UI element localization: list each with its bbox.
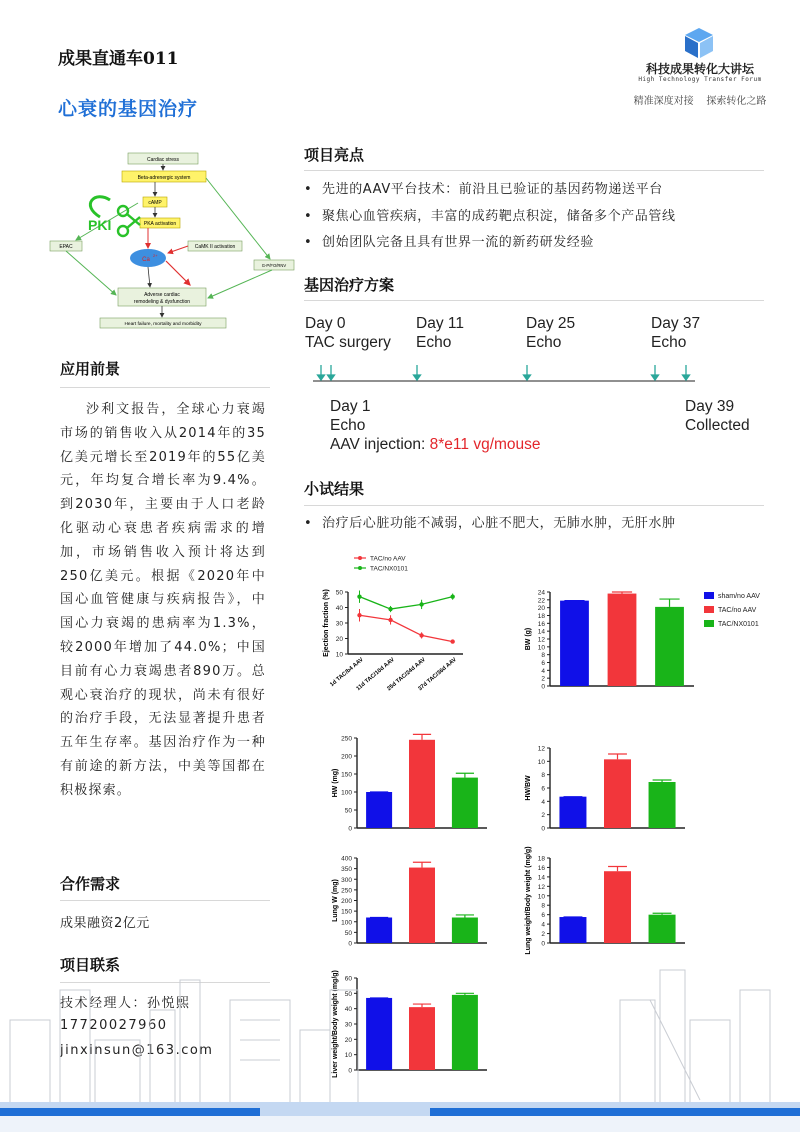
svg-text:Ca: Ca bbox=[142, 257, 150, 263]
section-title-application: 应用前景 bbox=[60, 360, 121, 378]
bar bbox=[452, 918, 478, 944]
bar bbox=[409, 868, 435, 943]
bar-chart bbox=[525, 846, 685, 954]
y-axis-label: Ejection fraction (%) bbox=[323, 589, 330, 657]
timeline-day0: Day 0 TAC surgery bbox=[305, 315, 391, 351]
y-tick-label: 0 bbox=[541, 683, 545, 691]
contact-phone: 17720027960 bbox=[60, 1018, 168, 1033]
highlights-list bbox=[302, 177, 676, 257]
bar bbox=[604, 871, 631, 943]
y-tick-label: 200 bbox=[341, 898, 352, 905]
y-tick-label: 16 bbox=[537, 620, 545, 628]
series-line bbox=[360, 615, 453, 641]
divider bbox=[60, 387, 270, 388]
data-point bbox=[357, 594, 361, 598]
y-tick-label: 2 bbox=[541, 931, 545, 939]
x-tick-label: 11d TAC/10d AAV bbox=[355, 656, 396, 693]
y-tick-label: 30 bbox=[335, 620, 343, 628]
y-tick-label: 50 bbox=[344, 990, 352, 998]
bar bbox=[559, 797, 586, 828]
divider bbox=[304, 170, 764, 171]
legend-swatch bbox=[704, 620, 714, 627]
page-title: 心衰的基因治疗 bbox=[58, 98, 199, 120]
y-tick-label: 250 bbox=[341, 887, 352, 895]
logo-name: 科技成果转化大讲坛 bbox=[645, 62, 754, 76]
y-tick-label: 150 bbox=[341, 771, 352, 779]
cooperation-text: 成果融资2亿元 bbox=[60, 916, 150, 931]
y-tick-label: 6 bbox=[541, 912, 545, 920]
y-axis-label: HW (mg) bbox=[332, 768, 339, 798]
section-title-cooperation: 合作需求 bbox=[60, 875, 121, 893]
y-tick-label: 350 bbox=[341, 866, 352, 874]
y-tick-label: 6 bbox=[541, 660, 545, 667]
svg-text:EPAC: EPAC bbox=[59, 244, 73, 250]
y-tick-label: 4 bbox=[541, 921, 545, 929]
svg-text:remodeling & dysfunction: remodeling & dysfunction bbox=[133, 299, 191, 305]
legend-marker bbox=[358, 566, 362, 570]
y-tick-label: 10 bbox=[537, 893, 545, 901]
data-point bbox=[357, 613, 361, 617]
city-skyline-decoration bbox=[0, 960, 800, 1132]
y-tick-label: 0 bbox=[348, 1067, 352, 1075]
y-tick-label: 150 bbox=[341, 908, 352, 916]
svg-text:PKA activation: PKA activation bbox=[143, 221, 177, 227]
bar bbox=[655, 607, 684, 686]
y-tick-label: 300 bbox=[341, 876, 352, 884]
legend-marker bbox=[358, 556, 362, 560]
cube-logo-icon bbox=[682, 26, 716, 60]
y-tick-label: 24 bbox=[537, 589, 545, 597]
timeline-day11: Day 11 Echo bbox=[416, 315, 464, 351]
y-tick-label: 0 bbox=[348, 825, 352, 833]
y-tick-label: 12 bbox=[537, 745, 545, 753]
line-chart bbox=[323, 556, 463, 693]
svg-text:Beta-adrenergic system: Beta-adrenergic system bbox=[137, 175, 191, 181]
highlight-item: • 先进的AAV平台技术：前沿且已验证的基因药物递送平台 bbox=[302, 177, 676, 204]
bar-chart bbox=[525, 746, 685, 833]
y-tick-label: 100 bbox=[341, 919, 352, 927]
y-tick-label: 22 bbox=[537, 597, 545, 605]
results-list bbox=[302, 511, 676, 538]
logo-slogan: 精准深度对接 探索转化之路 bbox=[633, 96, 767, 107]
y-tick-label: 40 bbox=[335, 605, 343, 612]
svg-text:G-P/FO/RNV: G-P/FO/RNV bbox=[261, 263, 287, 268]
bar-chart bbox=[332, 734, 487, 832]
data-point bbox=[419, 633, 423, 637]
y-tick-label: 20 bbox=[335, 636, 343, 643]
y-tick-label: 12 bbox=[537, 636, 545, 644]
bar bbox=[608, 594, 637, 686]
svg-text:Heart failure, mortality and m: Heart failure, mortality and morbidity bbox=[124, 322, 202, 327]
bar bbox=[649, 782, 676, 828]
y-tick-label: 8 bbox=[541, 902, 545, 910]
legend-swatch bbox=[704, 606, 714, 613]
logo-english: High Technology Transfer Forum bbox=[638, 76, 762, 83]
y-tick-label: 0 bbox=[348, 940, 352, 948]
y-tick-label: 40 bbox=[344, 1006, 352, 1014]
y-tick-label: 18 bbox=[537, 855, 545, 863]
timeline-day1: Day 1 Echo AAV injection: 8*e11 vg/mouse bbox=[330, 398, 541, 453]
injection-dose: 8*e11 vg/mouse bbox=[429, 436, 541, 453]
y-tick-label: 10 bbox=[335, 651, 343, 659]
application-paragraph: 沙利文报告，全球心力衰竭市场的销售收入从2014年的35亿美元增长至2019年的55亿美元，年均复合增长率为9.4%。到2030年，主要由于人口老龄化驱动心衰患者疾病需求的增加，市场销售收入预计将达到250亿美元。根据《2020年中国心血管健康与疾病报告》，中国心力衰竭的患病率为1.3%，较2000年增加了44.0%；中国目前有心力衰竭患者890万。总观心衰治疗的现状，尚未有很好的治疗手段，无法显著提升患者五年生存率。基因治疗作为一种有前途的新方法，中美等国都在积极探索。 bbox=[60, 402, 266, 798]
svg-text:Adverse cardiac: Adverse cardiac bbox=[144, 292, 180, 298]
section-title-results: 小试结果 bbox=[304, 480, 365, 498]
y-tick-label: 400 bbox=[341, 855, 352, 863]
y-axis-label: Liver weight/Body weight (mg/g) bbox=[332, 970, 339, 1078]
divider bbox=[304, 505, 764, 506]
timeline-day25: Day 25 Echo bbox=[526, 315, 576, 351]
bar bbox=[366, 792, 392, 828]
section-title-contact: 项目联系 bbox=[60, 956, 121, 974]
y-tick-label: 16 bbox=[537, 864, 545, 872]
data-point bbox=[419, 602, 423, 606]
legend-swatch bbox=[704, 592, 714, 599]
section-title-plan: 基因治疗方案 bbox=[304, 276, 395, 294]
y-tick-label: 0 bbox=[541, 940, 545, 948]
y-tick-label: 30 bbox=[344, 1021, 352, 1029]
svg-text:PKI: PKI bbox=[88, 217, 112, 233]
legend-label: TAC/NX0101 bbox=[718, 621, 759, 628]
bar bbox=[409, 740, 435, 828]
y-tick-label: 8 bbox=[541, 652, 545, 660]
legend-label: sham/no AAV bbox=[718, 593, 760, 600]
x-tick-label: 1d TAC/b4 AAV bbox=[329, 656, 365, 689]
y-tick-label: 100 bbox=[341, 789, 352, 797]
y-tick-label: 50 bbox=[344, 807, 352, 815]
scissors-icon bbox=[118, 206, 140, 236]
y-tick-label: 10 bbox=[344, 1052, 352, 1060]
x-tick-label: 37d TAC/36d AAV bbox=[417, 656, 458, 693]
legend-label: TAC/no AAV bbox=[370, 555, 406, 563]
y-tick-label: 0 bbox=[541, 825, 545, 833]
svg-text:2+: 2+ bbox=[153, 253, 158, 258]
y-tick-label: 2 bbox=[541, 675, 545, 683]
legend-label: TAC/NX0101 bbox=[370, 565, 408, 573]
contact-email: jinxinsun@163.com bbox=[60, 1043, 214, 1058]
timeline-axis bbox=[305, 360, 705, 386]
y-tick-label: 2 bbox=[541, 812, 545, 820]
brochure-code: 成果直通车011 bbox=[58, 49, 179, 69]
y-axis-label: Lung weight/Body weight (mg/g) bbox=[525, 846, 532, 955]
y-tick-label: 20 bbox=[344, 1036, 352, 1044]
y-axis-label: HW/BW bbox=[525, 775, 532, 801]
bar bbox=[452, 778, 478, 828]
result-item: • 治疗后心脏功能不减弱，心脏不肥大，无肺水肿，无肝水肿 bbox=[302, 511, 676, 538]
y-axis-label: Lung W (mg) bbox=[332, 879, 339, 922]
y-tick-label: 18 bbox=[537, 613, 545, 620]
data-point bbox=[450, 594, 454, 598]
y-tick-label: 10 bbox=[537, 758, 545, 766]
divider bbox=[60, 900, 270, 901]
y-tick-label: 50 bbox=[335, 589, 343, 597]
bar bbox=[559, 917, 586, 943]
data-point bbox=[450, 639, 454, 643]
bar-chart bbox=[332, 856, 487, 948]
y-tick-label: 50 bbox=[344, 929, 352, 937]
contact-manager: 技术经理人：孙悦熙 bbox=[60, 996, 191, 1011]
y-tick-label: 4 bbox=[541, 798, 545, 806]
y-tick-label: 6 bbox=[541, 785, 545, 793]
series-line bbox=[360, 597, 453, 609]
highlight-item: • 聚焦心血管疾病，丰富的成药靶点积淀，储备多个产品管线 bbox=[302, 204, 676, 231]
data-point bbox=[388, 607, 392, 611]
section-title-highlights: 项目亮点 bbox=[304, 146, 365, 164]
svg-text:Cardiac stress: Cardiac stress bbox=[147, 157, 179, 163]
bar-chart bbox=[525, 590, 760, 691]
y-tick-label: 12 bbox=[537, 883, 545, 891]
bar bbox=[649, 915, 676, 943]
y-tick-label: 14 bbox=[537, 628, 545, 636]
y-tick-label: 14 bbox=[537, 874, 545, 882]
x-tick-label: 25d TAC/24d AAV bbox=[386, 656, 427, 693]
timeline-day39: Day 39 Collected bbox=[685, 398, 750, 434]
y-tick-label: 4 bbox=[541, 667, 545, 675]
svg-text:CaMK II activation: CaMK II activation bbox=[194, 244, 236, 250]
y-tick-label: 10 bbox=[537, 644, 545, 652]
y-tick-label: 200 bbox=[341, 753, 352, 761]
legend-label: TAC/no AAV bbox=[718, 607, 757, 614]
svg-text:cAMP: cAMP bbox=[148, 200, 162, 206]
y-tick-label: 8 bbox=[541, 772, 545, 780]
highlight-item: • 创始团队完备且具有世界一流的新药研发经验 bbox=[302, 230, 676, 257]
timeline-day37: Day 37 Echo bbox=[651, 315, 701, 351]
y-tick-label: 250 bbox=[341, 735, 352, 743]
bar bbox=[604, 759, 631, 828]
data-point bbox=[388, 618, 392, 622]
divider bbox=[304, 300, 764, 301]
y-tick-label: 20 bbox=[537, 605, 545, 613]
bar bbox=[366, 918, 392, 944]
y-tick-label: 60 bbox=[344, 975, 352, 983]
bar bbox=[560, 601, 589, 686]
pathway-diagram bbox=[40, 145, 300, 345]
y-axis-label: BW (g) bbox=[525, 627, 532, 651]
